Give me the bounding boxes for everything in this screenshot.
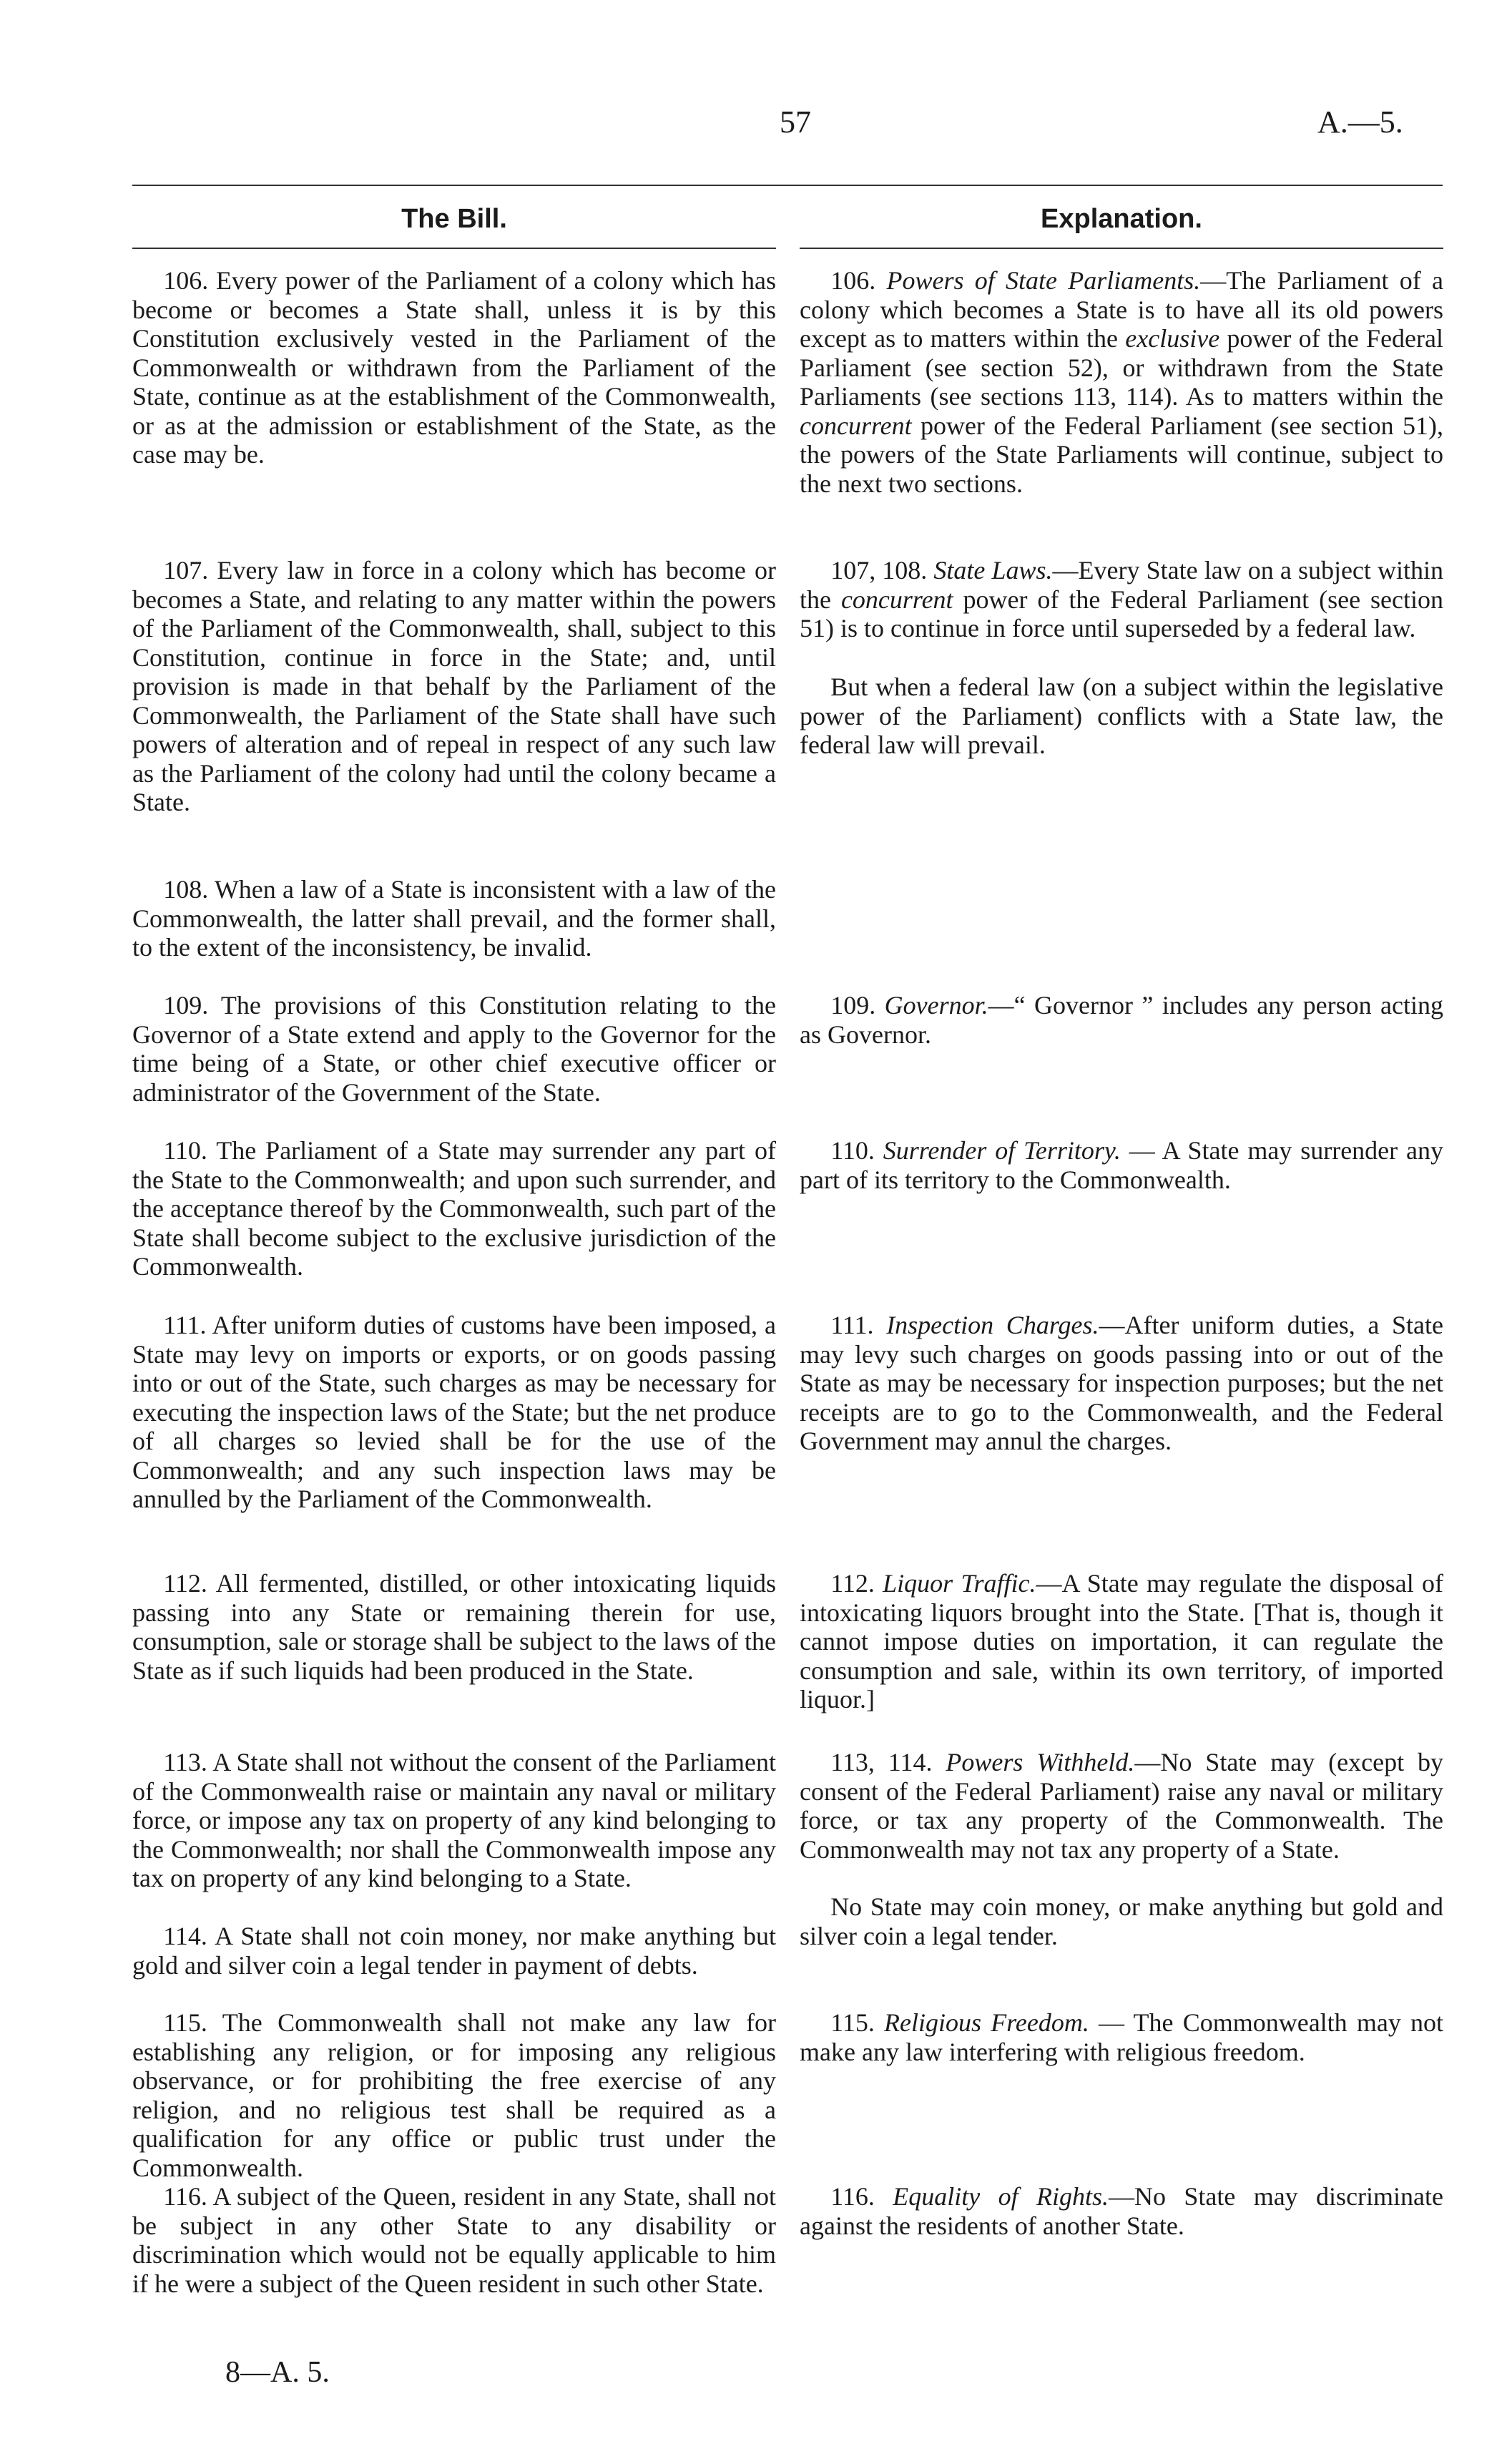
- explanation-106-emphasis-2: concurrent: [800, 411, 912, 440]
- bill-section-116: 116. A subject of the Queen, resident in any State, shall not be subject in any other State to any disability or discrimination which would not be equally applicable to him if he were a subject of the Queen resident in such other State.: [132, 2182, 776, 2298]
- explanation-116: [800, 2182, 1443, 2240]
- explanation-113-heading: Powers Withheld.: [946, 1748, 1135, 1776]
- explanation-110: [800, 1136, 1443, 1194]
- explanation-106: [800, 266, 1443, 498]
- explanation-106-number: 106.: [830, 266, 876, 295]
- bill-section-113: 113. A State shall not without the consent of the Parliament of the Commonwealth raise or maintain any naval or military force, or impose any tax on property of any kind belonging to the Commonwealth; nor shall the Commonwealth impose any tax on property of any kind belonging to a State.: [132, 1748, 776, 1892]
- bill-section-115: 115. The Commonwealth shall not make any law for establishing any religion, or for imposing any religious observance, or for prohibiting the free exercise of any religion, and no religious test shall be required as a qualification for any office or public trust under the Commonwealth.: [132, 2008, 776, 2182]
- bill-section-110: 110. The Parliament of a State may surrender any part of the State to the Commonwealth; and upon such surrender, and the acceptance thereof by the Commonwealth, such part of the State shall become subject to the exclusive jurisdiction of the Commonwealth.: [132, 1136, 776, 1281]
- explanation-107-text-1: —Every State law on a subject within the: [800, 556, 1444, 614]
- explanation-107-number: 107, 108.: [830, 556, 928, 585]
- explanation-107-heading: State Laws.: [933, 556, 1053, 585]
- right-header-rule: [800, 248, 1443, 249]
- bill-section-114: 114. A State shall not coin money, nor make anything but gold and silver coin a legal tender in payment of debts.: [132, 1922, 776, 1980]
- top-rule: [132, 185, 1443, 186]
- explanation-116-heading: Equality of Rights.: [893, 2182, 1109, 2211]
- explanation-107-followup: But when a federal law (on a subject within the legislative power of the Parliament) conflicts with a State law, the federal law will prevail.: [800, 673, 1443, 759]
- explanation-113-114: [800, 1748, 1443, 1864]
- explanation-109-text: —“ Governor ” includes any person acting as Governor.: [800, 991, 1444, 1049]
- bill-section-109: 109. The provisions of this Constitution relating to the Governor of a State extend and apply to the Governor for the time being of a State, or other chief executive officer or administrator of the Government of the State.: [132, 991, 776, 1107]
- explanation-109-number: 109.: [830, 991, 876, 1020]
- explanation-109-heading: Governor.: [884, 991, 988, 1020]
- explanation-112-number: 112.: [830, 1569, 875, 1598]
- explanation-116-text: —No State may discriminate against the residents of another State.: [800, 2182, 1443, 2240]
- document-reference: A.—5.: [1317, 104, 1403, 140]
- explanation-112-heading: Liquor Traffic.: [883, 1569, 1036, 1598]
- explanation-112-text: —A State may regulate the disposal of intoxicating liquors brought into the State. [That is, though it cannot impose duties on importation, it can regulate the consumption and sale, within its own territory, of imported liquor.]: [800, 1569, 1444, 1714]
- explanation-110-number: 110.: [830, 1136, 875, 1165]
- explanation-111-number: 111.: [830, 1311, 874, 1339]
- explanation-115-heading: Religious Freedom.: [884, 2008, 1089, 2037]
- explanation-115-number: 115.: [830, 2008, 875, 2037]
- bill-section-108: 108. When a law of a State is inconsistent with a law of the Commonwealth, the latter shall prevail, and the former shall, to the extent of the inconsistency, be invalid.: [132, 875, 776, 962]
- explanation-107-text-2: power of the Federal Parliament (see section 51) is to continue in force until superseded by a federal law.: [800, 585, 1443, 642]
- page-number: 57: [780, 104, 811, 140]
- explanation-116-number: 116.: [830, 2182, 875, 2211]
- explanation-106-heading: Powers of State Parliaments.: [886, 266, 1201, 295]
- signature-mark: 8—A. 5.: [225, 2356, 330, 2389]
- explanation-107-108: [800, 556, 1443, 643]
- explanation-115-text: — The Commonwealth may not make any law interfering with religious freedom.: [800, 2008, 1444, 2066]
- bill-section-111: 111. After uniform duties of customs have been imposed, a State may levy on imports or exports, or on goods passing into or out of the State, such charges as may be necessary for executing the inspection laws of the State; but the net produce of all charges so levied shall be for the use of the Commonwealth; and any such inspection laws may be annulled by the Parliament of the Commonwealth.: [132, 1311, 776, 1513]
- explanation-111: [800, 1311, 1443, 1456]
- bill-section-112: 112. All fermented, distilled, or other intoxicating liquids passing into any State or remaining therein for use, consumption, sale or storage shall be subject to the laws of the State as if such liquids had been produced in the State.: [132, 1569, 776, 1685]
- explanation-106-emphasis-1: exclusive: [1125, 324, 1220, 353]
- left-header-rule: [132, 248, 776, 249]
- explanation-110-text: — A State may surrender any part of its territory to the Commonwealth.: [800, 1136, 1443, 1194]
- explanation-113-followup: No State may coin money, or make anything but gold and silver coin a legal tender.: [800, 1892, 1443, 1950]
- explanation-115: [800, 2008, 1443, 2066]
- explanation-110-heading: Surrender of Territory.: [883, 1136, 1121, 1165]
- explanation-113-text: —No State may (except by consent of the Federal Parliament) raise any naval or military force, or tax any property of the Commonwealth. The Commonwealth may not tax any property of a State.: [800, 1748, 1444, 1864]
- explanation-109: [800, 991, 1443, 1049]
- explanation-112: [800, 1569, 1443, 1714]
- left-column-title: The Bill.: [401, 204, 507, 234]
- explanation-111-heading: Inspection Charges.: [886, 1311, 1099, 1339]
- right-column-title: Explanation.: [1041, 204, 1202, 234]
- explanation-106-text-2: power of the Federal Parliament (see section 52), or withdrawn from the State Parliaments (see sections 113, 114). As to matters within the: [800, 324, 1443, 411]
- explanation-107-emphasis-1: concurrent: [840, 585, 953, 614]
- bill-section-107: 107. Every law in force in a colony which has become or becomes a State, and relating to any matter within the powers of the Parliament of the Commonwealth, shall, subject to this Constitution, continue in force in the State; and, until provision is made in that behalf by the Parliament of the Commonwealth, the Parliament of the State shall have such powers of alteration and of repeal in respect of any such law as the Parliament of the colony had until the colony became a State.: [132, 556, 776, 816]
- explanation-106-text-3: power of the Federal Parliament (see section 51), the powers of the State Parliaments will continue, subject to the next two sections.: [800, 411, 1443, 498]
- explanation-106-text-1: —The Parliament of a colony which becomes a State is to have all its old powers except as to matters within the: [800, 266, 1444, 353]
- bill-section-106: 106. Every power of the Parliament of a colony which has become or becomes a State shall, unless it is by this Constitution exclusively vested in the Parliament of the Commonwealth or withdrawn from the Parliament of the State, continue as at the establishment of the Commonwealth, or as at the admission or establishment of the State, as the case may be.: [132, 266, 776, 469]
- explanation-111-text: —After uniform duties, a State may levy such charges on goods passing into or out of the State as may be necessary for inspection purposes; but the net receipts are to go to the Commonwealth, and the Federal Government may annul the charges.: [800, 1311, 1444, 1455]
- explanation-113-number: 113, 114.: [830, 1748, 933, 1776]
